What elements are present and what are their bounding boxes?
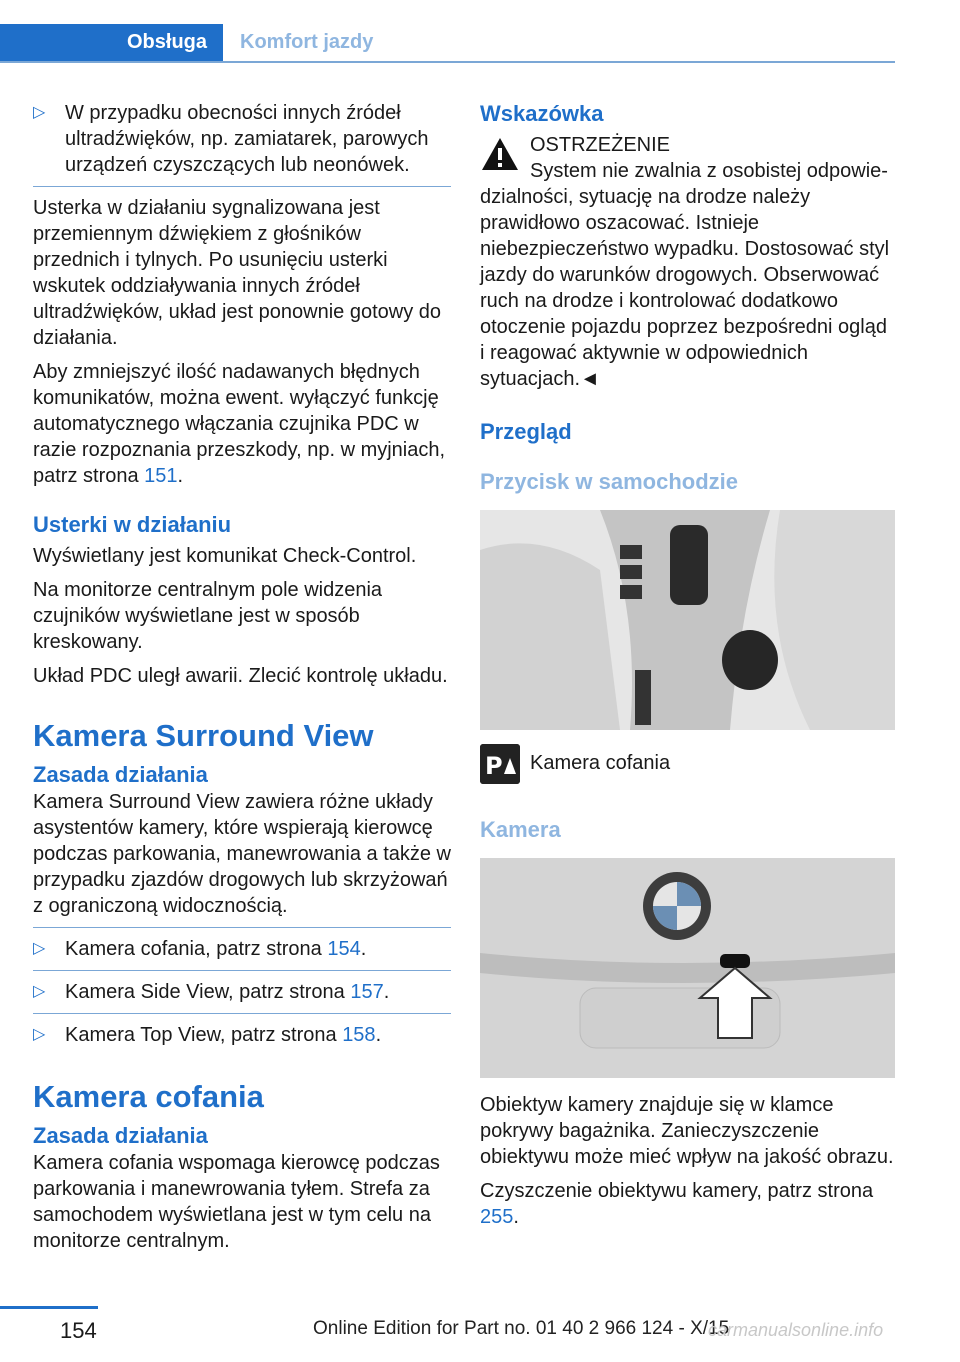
icon-legend — [480, 744, 895, 788]
divider — [33, 1013, 451, 1014]
paragraph: Kamera Surround View zawiera różne układy asystentów kamery, które wspierają kierowcę podczas parkowania, manewrowania a także w przypadku zjazdów drogowych lub skrzyżowań z ograniczoną widocznością. — [33, 791, 451, 917]
divider — [33, 927, 451, 928]
paragraph: Czyszczenie obiektywu kamery, patrz strona 255. — [480, 1180, 874, 1228]
subsection-heading: Przycisk w samochodzie — [480, 469, 738, 494]
triangle-bullet-icon: ▷ — [33, 983, 46, 1000]
page-number: 154 — [60, 1318, 97, 1343]
tab-obsluga[interactable]: Obsługa — [0, 24, 223, 61]
warning-first-line: System nie zwalnia z osobistej odpowie- — [530, 160, 888, 182]
warning-title: OSTRZEŻENIE — [530, 134, 671, 156]
page-link[interactable]: 154 — [327, 938, 361, 960]
page-number-rule — [0, 1306, 98, 1309]
svg-text:P: P — [485, 752, 503, 780]
right-column — [480, 100, 895, 1238]
parking-camera-icon — [480, 744, 520, 784]
section-heading: Przegląd — [480, 419, 572, 444]
bullet-item: ▷ Kamera Side View, patrz strona 157. — [33, 981, 390, 1003]
paragraph: Aby zmniejszyć ilość nadawanych błędnych komunikatów, można ewent. wyłączyć funkcję automatycznego włączania czujnika PDC w razie rozpoznania przeszkody, np. w myjniach, patrz strona 151. — [33, 361, 446, 487]
paragraph-text: Aby zmniejszyć ilość nadawanych błędnych komunikatów, można ewent. wyłączyć funkcję automatycznego włączania czujnika PDC w razie rozpoznania przeszkody, np. w myjniach, patrz strona — [33, 361, 446, 487]
section-heading: Zasada działania — [33, 1123, 208, 1148]
bullet-text: Kamera Side View, patrz strona — [65, 981, 351, 1003]
bullet-text: Kamera Top View, patrz strona — [65, 1024, 343, 1046]
icon-label: Kamera cofania — [530, 752, 671, 774]
triangle-bullet-icon: ▷ — [33, 940, 46, 957]
section-heading: Usterki w działaniu — [33, 512, 232, 537]
paragraph: Na monitorze centralnym pole widzenia czujników wyświetlane jest w sposób kreskowany. — [33, 579, 383, 653]
paragraph: Obiektyw kamery znajduje się w klamce pokrywy bagażnika. Zanieczyszczenie obiektywu może mieć wpływ na jakość obrazu. — [480, 1094, 894, 1168]
bullet-text: Kamera cofania, patrz strona — [65, 938, 328, 960]
paragraph-text: Czyszczenie obiektywu kamery, patrz strona — [480, 1180, 874, 1202]
left-column — [33, 100, 451, 1262]
paragraph: Kamera cofania wspomaga kierowcę podczas parkowania i manewrowania tyłem. Strefa za samochodem wyświetlana jest w tym celu na monitorze centralnym. — [33, 1152, 440, 1252]
paragraph: Usterka w działaniu sygnalizowana jest przemiennym dźwiękiem z głośników przednich i tylnych. Po usunięciu usterki wskutek oddziaływania innych źródeł ultradźwięków, układ jest ponownie gotowy do działania. — [33, 197, 442, 349]
page-link[interactable]: 151 — [144, 465, 178, 487]
triangle-bullet-icon: ▷ — [33, 104, 46, 121]
warning-text: dzialności, sytuację na drodze należy prawidłowo oszacować. Istnieje niebezpieczeństwo wypadku. Dostosować styl jazdy do warunków drogowych. Obserwować ruch na drodze i kontrolować dodatkowo otoczenie pojazdu poprzez bezpośredni ogląd i reagować aktywnie w odpowiednich sytuacjach.◄ — [480, 186, 890, 390]
bullet-item: ▷ Kamera cofania, patrz strona 154. — [33, 938, 367, 960]
divider — [33, 186, 451, 187]
car-console-photo — [480, 510, 895, 730]
subsection-heading: Kamera — [480, 817, 561, 842]
divider — [33, 970, 451, 971]
page-link[interactable]: 255 — [480, 1206, 514, 1228]
header-tabs — [0, 24, 895, 63]
watermark: carmanualsonline.info — [708, 1320, 884, 1340]
warning-triangle-icon — [480, 136, 520, 172]
chapter-heading: Kamera cofania — [33, 1079, 264, 1114]
chapter-heading: Kamera Surround View — [33, 718, 374, 753]
paragraph: Wyświetlany jest komunikat Check-Control. — [33, 545, 417, 567]
bullet-item: ▷ Kamera Top View, patrz strona 158. — [33, 1024, 382, 1046]
camera-location-photo — [480, 858, 895, 1078]
edition-footer: Online Edition for Part no. 01 40 2 966 124 - X/15 — [313, 1318, 730, 1339]
note-heading: Wskazówka — [480, 101, 604, 126]
page-link[interactable]: 158 — [342, 1024, 376, 1046]
bullet-item — [33, 100, 451, 178]
triangle-bullet-icon: ▷ — [33, 1026, 46, 1043]
paragraph: Układ PDC uległ awarii. Zlecić kontrolę układu. — [33, 665, 448, 687]
warning-block — [480, 132, 895, 184]
bullet-text: W przypadku obecności innych źródeł ultradźwięków, np. zamiatarek, parowych urządzeń czyszczących lub neonówek. — [65, 102, 429, 176]
page-link[interactable]: 157 — [350, 981, 384, 1003]
tab-komfort-jazdy[interactable]: Komfort jazdy — [240, 31, 374, 53]
section-heading: Zasada działania — [33, 762, 208, 787]
